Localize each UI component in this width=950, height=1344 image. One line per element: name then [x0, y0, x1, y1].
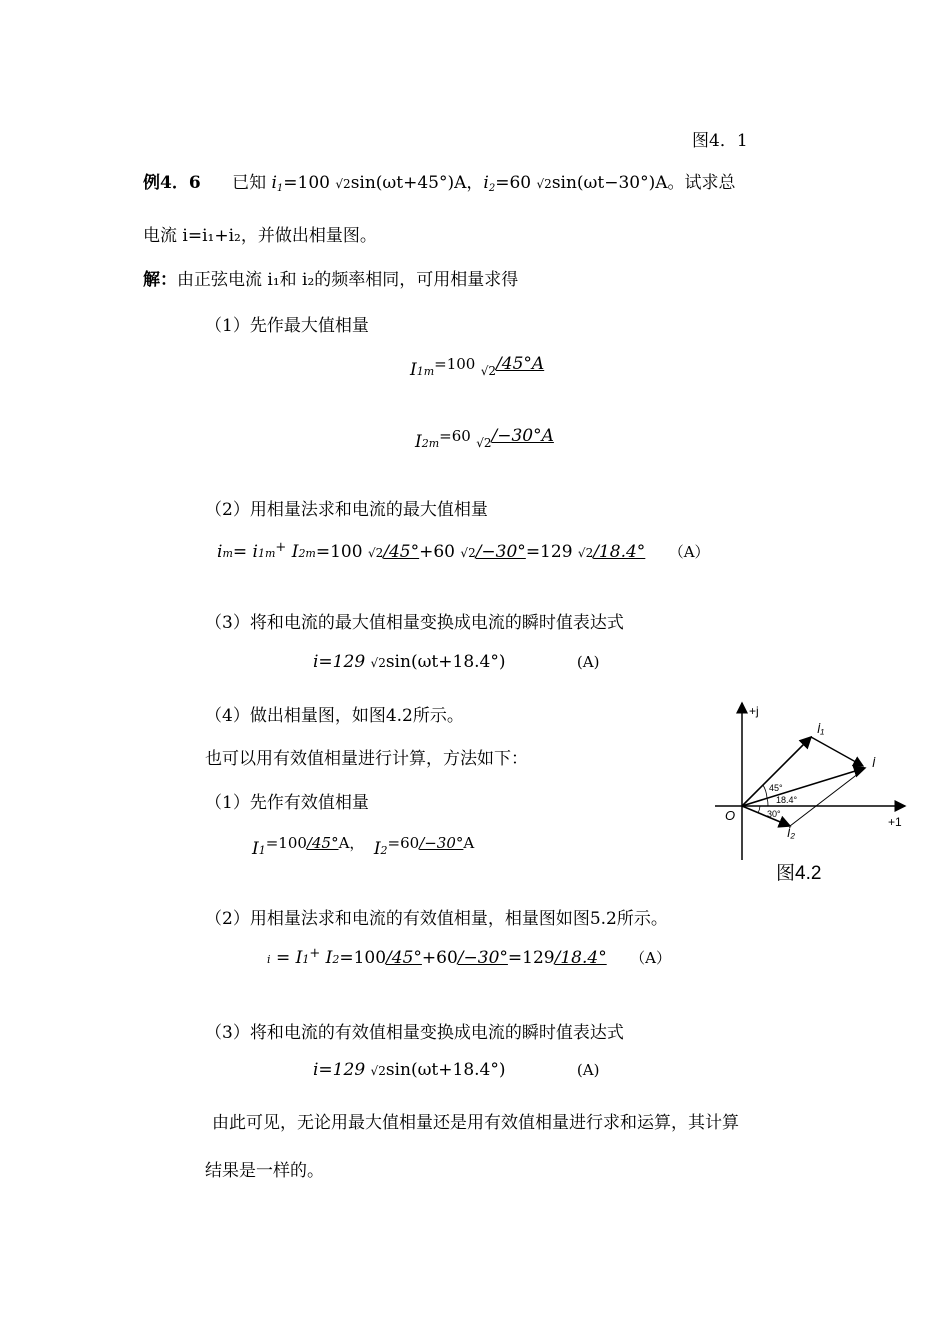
- equation-instant-2: [313, 1060, 599, 1080]
- equation-im-sum: [217, 540, 710, 562]
- i2-rms-value: =60: [387, 834, 420, 852]
- i1m-value: =100: [434, 355, 476, 373]
- step-4: （4）做出相量图，如图4.2所示。: [205, 706, 464, 726]
- phasor-i1: I1: [252, 839, 266, 859]
- i-label: İ: [872, 756, 876, 770]
- eq3-value1: =100: [315, 542, 363, 562]
- phasor-i1m: I1m: [410, 360, 435, 380]
- i2-label: İ₂: [787, 826, 795, 840]
- phasor-i2: I2: [373, 839, 388, 859]
- eq6-value1: =100: [339, 948, 387, 968]
- sqrt-symbol: √2: [476, 436, 492, 450]
- instant-unit: (A): [576, 653, 600, 671]
- alt-method: 也可以用有效值相量进行计算，方法如下：: [205, 749, 528, 769]
- i1-label: İ₁: [817, 722, 825, 736]
- i1-symbol: $i_1$: [271, 173, 284, 194]
- eq3-value3: =129: [525, 542, 573, 562]
- angle-arc-45: [763, 785, 767, 798]
- eq6-plus: +: [309, 946, 321, 961]
- axis-j-label: +j: [749, 704, 759, 718]
- origin-label: O: [725, 808, 736, 823]
- angle-18-label: 18.4°: [776, 795, 798, 805]
- sqrt-symbol: √2: [367, 546, 384, 560]
- eq6-value3: =129: [507, 948, 555, 968]
- instant-i-value: i=129: [313, 652, 366, 672]
- i2-rms-unit: A: [463, 834, 475, 852]
- phasor-i: i: [267, 953, 271, 966]
- i1-rms-value: =100: [265, 834, 307, 852]
- phasor-i2-arrow: [742, 806, 790, 826]
- i1-rms-angle: /45°: [306, 834, 339, 852]
- eq6-unit: （A）: [630, 949, 671, 967]
- eq6-value2: +60: [421, 948, 458, 968]
- conclusion-line-1: 由此可见，无论用最大值相量还是用有效值相量进行求和运算，其计算: [212, 1113, 739, 1133]
- step-3-rms: （3）将和电流的有效值相量变换成电流的瞬时值表达式: [205, 1023, 624, 1043]
- solution-line: [143, 265, 518, 290]
- sqrt-symbol: √2: [577, 546, 594, 560]
- i1-rms-unit: A，: [338, 834, 365, 852]
- instant-i-value: i=129: [313, 1060, 366, 1080]
- axis-1-label: +1: [888, 815, 902, 829]
- i2m-angle: /−30°A: [491, 426, 554, 446]
- phasor-im: im: [217, 542, 233, 562]
- eq6-angle2: /−30°: [457, 948, 508, 968]
- i2-amplitude: =60: [495, 173, 532, 193]
- eq6-angle3: /18.4°: [554, 948, 607, 968]
- figure-4-2-caption: 图4.2: [776, 863, 822, 884]
- parallelogram-side-1: [811, 737, 863, 766]
- eq3-angle1: /45°: [383, 542, 420, 562]
- given-text: 已知: [232, 173, 267, 193]
- angle-45-label: 45°: [769, 783, 783, 793]
- i1m-angle: /45°A: [496, 354, 545, 374]
- sqrt-symbol: √2: [335, 177, 351, 191]
- i1-amplitude: =100: [283, 173, 330, 193]
- equation-i2m: [415, 426, 554, 452]
- example-line-2: 电流 i=i₁+i₂，并做出相量图。: [143, 226, 377, 246]
- equation-rms-phasors: [252, 832, 474, 859]
- i2-expression: sin(ωt−30°)A。试求总: [551, 173, 736, 193]
- phasor-i1: I1: [295, 948, 310, 968]
- eq3-equals: =: [232, 542, 248, 562]
- i2m-value: =60: [439, 427, 471, 445]
- example-label: 例4．6: [143, 173, 201, 193]
- step-1-max: （1）先作最大值相量: [205, 316, 369, 336]
- solution-text: 由正弦电流 i₁和 i₂的频率相同，可用相量求得: [177, 270, 519, 290]
- eq3-angle2: /−30°: [475, 542, 526, 562]
- i2-rms-angle: /−30°: [419, 834, 464, 852]
- angle-arc-30: [758, 806, 760, 813]
- equation-instant-1: [313, 652, 599, 672]
- step-1-rms: （1）先作有效值相量: [205, 793, 369, 813]
- angle-arc-18: [767, 798, 768, 806]
- solution-label: 解：: [143, 270, 177, 290]
- step-3-max: （3）将和电流的最大值相量变换成电流的瞬时值表达式: [205, 613, 624, 633]
- eq6-equals: =: [275, 948, 291, 968]
- example-line-1: [143, 168, 736, 194]
- i2-symbol: $i_2$: [483, 173, 496, 194]
- sqrt-symbol: √2: [370, 1064, 386, 1078]
- instant-sin: sin(ωt+18.4°): [385, 1060, 506, 1080]
- angle-30-label: 30°: [767, 809, 781, 819]
- i1-expression: sin(ωt+45°)A，: [350, 173, 484, 193]
- equation-i1m: [410, 354, 544, 380]
- equation-rms-sum: [267, 946, 671, 968]
- sqrt-symbol: √2: [480, 364, 497, 378]
- phasor-i2m: I2m: [291, 542, 316, 562]
- instant-sin: sin(ωt+18.4°): [385, 652, 506, 672]
- sqrt-symbol: √2: [370, 656, 386, 670]
- parallelogram-side-2: [790, 770, 863, 826]
- eq3-unit: （A）: [668, 543, 710, 561]
- eq3-value2: +60: [419, 542, 456, 562]
- sqrt-symbol: √2: [460, 546, 476, 560]
- eq6-angle1: /45°: [386, 948, 422, 968]
- instant-unit: (A): [576, 1061, 600, 1079]
- figure-4-1-caption: 图4．1: [692, 131, 748, 151]
- step-2-rms: （2）用相量法求和电流的有效值相量，相量图如图5.2所示。: [205, 909, 668, 929]
- conclusion-line-2: 结果是一样的。: [205, 1161, 324, 1181]
- step-2-max: （2）用相量法求和电流的最大值相量: [205, 500, 488, 520]
- eq3-angle3: /18.4°: [593, 542, 646, 562]
- phasor-i2: I2: [325, 948, 340, 968]
- eq3-plus: +: [275, 540, 287, 555]
- phasor-i1m: i1m: [252, 542, 276, 562]
- phasor-i2m: I2m: [415, 432, 440, 452]
- sqrt-symbol: √2: [536, 177, 552, 191]
